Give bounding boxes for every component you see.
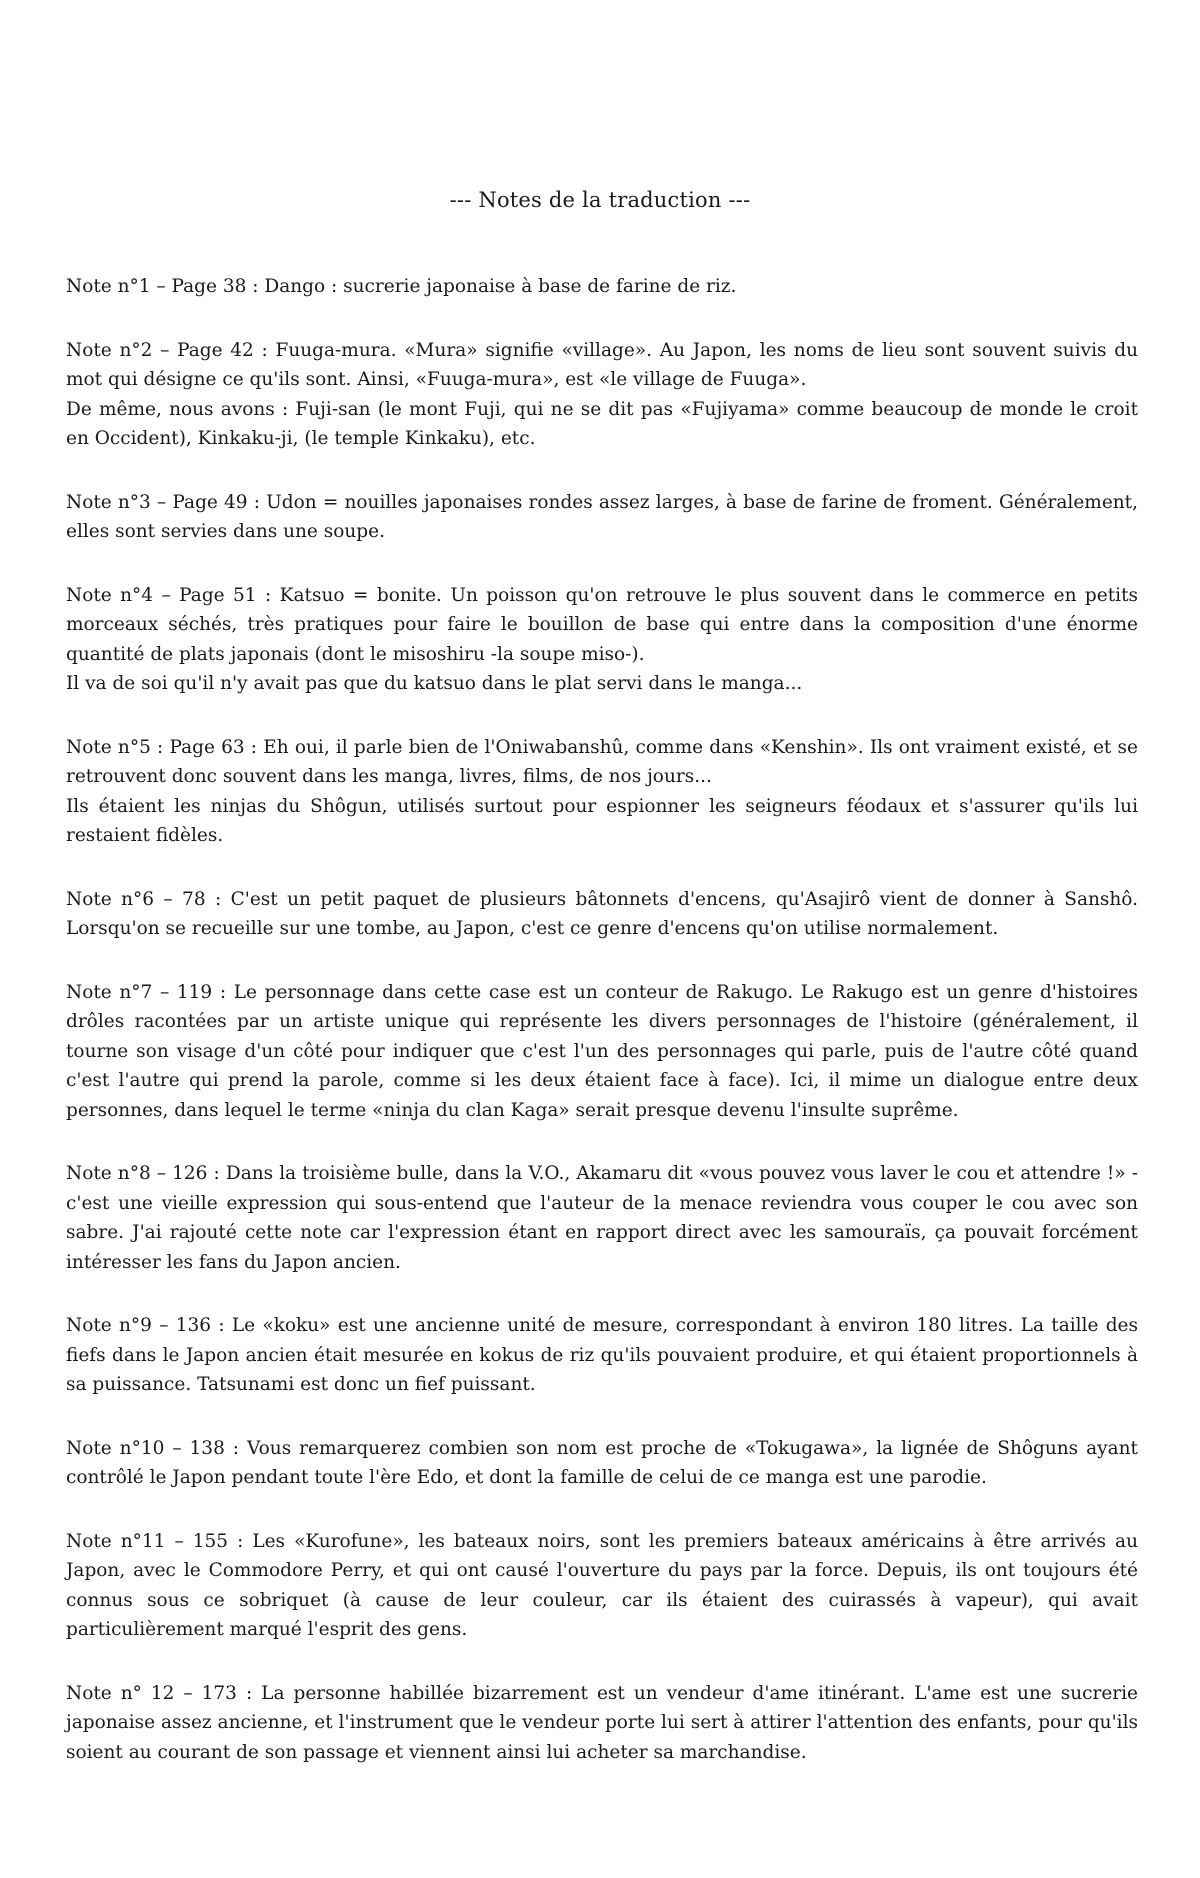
note-paragraph: Il va de soi qu'il n'y avait pas que du katsuo dans le plat servi dans le manga...	[66, 673, 803, 694]
page-title: --- Notes de la traduction ---	[449, 188, 751, 212]
note-paragraph: Note n°11 – 155 : Les «Kurofune», les bateaux noirs, sont les premiers bateaux américains à être arrivés au Japon, avec le Commodore Perry, et qui ont causé l'ouverture du pays par la force. Depuis, ils ont toujours été connus sous ce sobriquet (à cause de leur couleur, car ils étaient des cuirassés à vapeur), qui avait particulièrement marqué l'esprit des gens.	[66, 1530, 1138, 1640]
note-7	[66, 978, 1138, 1126]
note-10	[66, 1434, 1138, 1493]
note-4	[66, 581, 1138, 699]
note-paragraph: Note n°9 – 136 : Le «koku» est une ancienne unité de mesure, correspondant à environ 180 litres. La taille des fiefs dans le Japon ancien était mesurée en kokus de riz qu'ils pouvaient produire, et qui étaient proportionnels à sa puissance. Tatsunami est donc un fief puissant.	[66, 1315, 1138, 1395]
note-6	[66, 885, 1138, 944]
note-12	[66, 1679, 1138, 1768]
note-9	[66, 1311, 1138, 1400]
notes-list	[66, 272, 1138, 1801]
note-paragraph: Note n°8 – 126 : Dans la troisième bulle, dans la V.O., Akamaru dit «vous pouvez vous laver le cou et attendre !» - c'est une vieille expression qui sous-entend que l'auteur de la menace reviendra vous couper le cou avec son sabre. J'ai rajouté cette note car l'expression étant en rapport direct avec les samouraïs, ça pouvait forcément intéresser les fans du Japon ancien.	[66, 1163, 1138, 1273]
note-5	[66, 733, 1138, 851]
note-paragraph: Note n°10 – 138 : Vous remarquerez combien son nom est proche de «Tokugawa», la lignée de Shôguns ayant contrôlé le Japon pendant toute l'ère Edo, et dont la famille de celui de ce manga est une parodie.	[66, 1437, 1138, 1488]
note-paragraph: Note n° 12 – 173 : La personne habillée bizarrement est un vendeur d'ame itinérant. L'ame est une sucrerie japonaise assez ancienne, et l'instrument que le vendeur porte lui sert à attirer l'attention des enfants, pour qu'ils soient au courant de son passage et viennent ainsi lui acheter sa marchandise.	[66, 1682, 1138, 1763]
note-paragraph: Note n°2 – Page 42 : Fuuga-mura. «Mura» signifie «village». Au Japon, les noms de lieu sont souvent suivis du mot qui désigne ce qu'ils sont. Ainsi, «Fuuga-mura», est «le village de Fuuga».	[66, 339, 1138, 390]
note-paragraph: Ils étaient les ninjas du Shôgun, utilisés surtout pour espionner les seigneurs féodaux et s'assurer qu'ils lui restaient fidèles.	[66, 795, 1138, 846]
note-paragraph: Note n°6 – 78 : C'est un petit paquet de plusieurs bâtonnets d'encens, qu'Asajirô vient de donner à Sanshô. Lorsqu'on se recueille sur une tombe, au Japon, c'est ce genre d'encens qu'on utilise normalement.	[66, 888, 1138, 939]
note-2	[66, 336, 1138, 454]
note-paragraph: Note n°5 : Page 63 : Eh oui, il parle bien de l'Oniwabanshû, comme dans «Kenshin». Ils ont vraiment existé, et se retrouvent donc souvent dans les manga, livres, films, de nos jours...	[66, 736, 1138, 787]
note-3	[66, 488, 1138, 547]
note-paragraph: Note n°7 – 119 : Le personnage dans cette case est un conteur de Rakugo. Le Rakugo est un genre d'histoires drôles racontées par un artiste unique qui représente les divers personnages de l'histoire (généralement, il tourne son visage d'un côté pour indiquer que c'est l'un des personnages qui parle, puis de l'autre côté quand c'est l'autre qui prend la parole, comme si les deux étaient face à face). Ici, il mime un dialogue entre deux personnes, dans lequel le terme «ninja du clan Kaga» serait presque devenu l'insulte suprême.	[66, 981, 1138, 1121]
note-11	[66, 1527, 1138, 1645]
note-paragraph: Note n°4 – Page 51 : Katsuo = bonite. Un poisson qu'on retrouve le plus souvent dans le commerce en petits morceaux séchés, très pratiques pour faire le bouillon de base qui entre dans la composition d'une énorme quantité de plats japonais (dont le misoshiru -la soupe miso-).	[66, 584, 1138, 665]
note-8	[66, 1159, 1138, 1277]
note-1	[66, 272, 1138, 302]
note-paragraph: Note n°1 – Page 38 : Dango : sucrerie japonaise à base de farine de riz.	[66, 276, 737, 297]
note-paragraph: De même, nous avons : Fuji-san (le mont Fuji, qui ne se dit pas «Fujiyama» comme beaucoup de monde le croit en Occident), Kinkaku-ji, (le temple Kinkaku), etc.	[66, 398, 1138, 449]
note-paragraph: Note n°3 – Page 49 : Udon = nouilles japonaises rondes assez larges, à base de farine de froment. Généralement, elles sont servies dans une soupe.	[66, 491, 1138, 542]
